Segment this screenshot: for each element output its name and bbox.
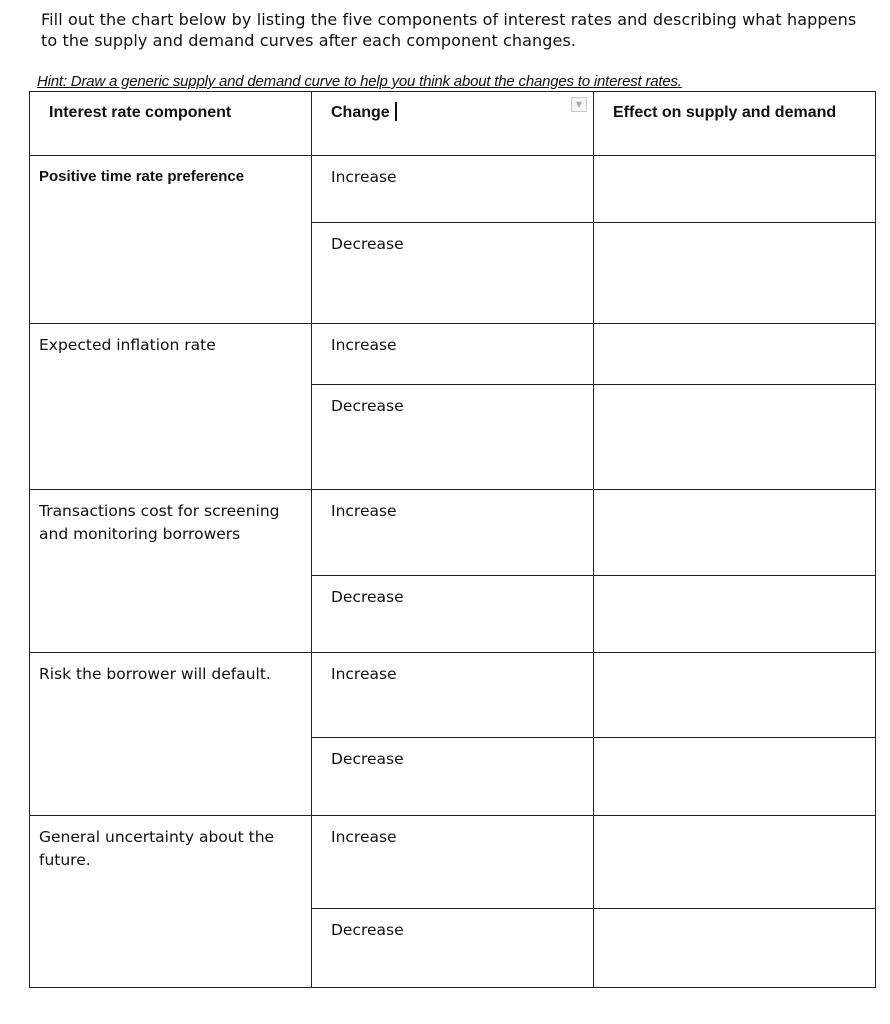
effect-cell[interactable] — [594, 576, 876, 653]
component-cell: Risk the borrower will default. — [30, 653, 312, 816]
change-increase: Increase — [312, 653, 594, 738]
dropdown-arrow-icon[interactable]: ▼ — [571, 97, 587, 112]
effect-cell[interactable] — [594, 490, 876, 576]
table-row — [30, 653, 876, 738]
change-decrease: Decrease — [312, 909, 594, 988]
change-decrease: Decrease — [312, 576, 594, 653]
header-component: Interest rate component — [30, 92, 312, 156]
change-decrease: Decrease — [312, 385, 594, 490]
change-increase: Increase — [312, 490, 594, 576]
change-increase: Increase — [312, 156, 594, 223]
header-effect: Effect on supply and demand — [594, 92, 876, 156]
effect-cell[interactable] — [594, 223, 876, 324]
component-cell: Positive time rate preference — [30, 156, 312, 324]
instructions: Fill out the chart below by listing the five components of interest rates and describing what happens to the supply and demand curves after each component changes. — [41, 10, 857, 50]
effect-cell[interactable] — [594, 909, 876, 988]
effect-cell[interactable] — [594, 324, 876, 385]
change-increase: Increase — [312, 324, 594, 385]
change-decrease: Decrease — [312, 738, 594, 816]
component-cell: Expected inflation rate — [30, 324, 312, 490]
effect-cell[interactable] — [594, 816, 876, 909]
table-row — [30, 324, 876, 385]
effect-cell[interactable] — [594, 385, 876, 490]
text-cursor — [395, 102, 397, 121]
change-increase: Increase — [312, 816, 594, 909]
effect-cell[interactable] — [594, 653, 876, 738]
table-row — [30, 490, 876, 576]
table-row — [30, 156, 876, 223]
change-decrease: Decrease — [312, 223, 594, 324]
component-cell: General uncertainty about the future. — [30, 816, 312, 988]
header-change[interactable]: Change — [312, 92, 594, 156]
components-table — [29, 91, 876, 988]
effect-cell[interactable] — [594, 738, 876, 816]
effect-cell[interactable] — [594, 156, 876, 223]
component-cell: Transactions cost for screening and monitoring borrowers — [30, 490, 312, 653]
table-row — [30, 816, 876, 909]
hint: Hint: Draw a generic supply and demand curve to help you think about the changes to interest rates. — [37, 73, 682, 90]
header-row — [30, 92, 876, 156]
